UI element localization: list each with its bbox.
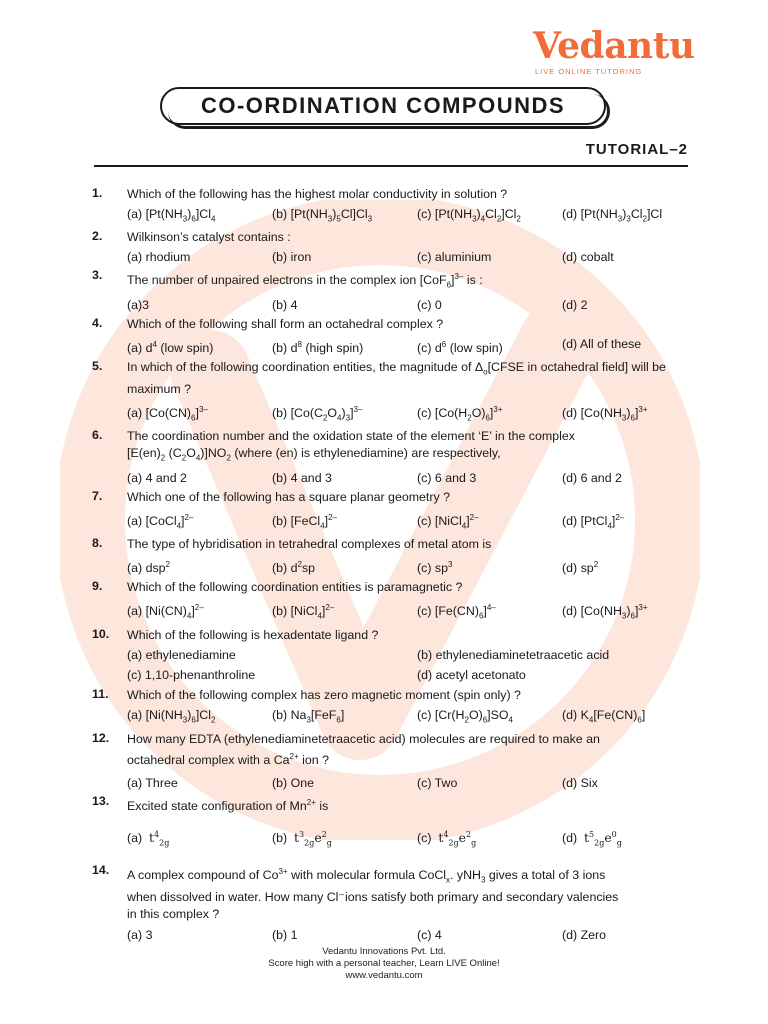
- question-14: [92, 863, 692, 944]
- option-b: (b) $[Co(C_2O_4)_3]^{3-}$: [272, 404, 363, 423]
- option-c: (c) 1,10-phenanthroline: [127, 668, 256, 683]
- option-a: (a) $[Ni(NH_3)_6]Cl_2$: [127, 708, 216, 725]
- option-b: (b) 4 and 3: [272, 470, 332, 485]
- option-b: (b) 1: [272, 927, 298, 942]
- option-c: (c) aluminium: [417, 250, 492, 265]
- question-text: Excited state configuration of $Mn^{2+}$ is: [127, 797, 329, 813]
- option-d: (d) $[Co(NH_3)_6]^{3+}$: [562, 603, 648, 622]
- question-2: [92, 229, 692, 266]
- option-a: (a) 4 and 2: [127, 470, 187, 485]
- option-d: (d) $[Co(NH_3)_6]^{3+}$: [562, 404, 648, 423]
- option-d: (d) 6 and 2: [562, 470, 622, 485]
- option-b: (b) 4: [272, 298, 298, 313]
- option-c: (c) $d^6$ (low spin): [417, 340, 503, 356]
- question-number: 8.: [92, 536, 103, 551]
- option-c: (c) [NiCl$_4$]$^{2-}$: [417, 512, 479, 531]
- option-b: (b) [FeCl$_4$]$^{2-}$: [272, 512, 338, 531]
- option-a: (a)3: [127, 298, 150, 313]
- question-8: [92, 536, 692, 577]
- brand-tagline: LIVE ONLINE TUTORING: [535, 67, 643, 76]
- footer-website: www.vedantu.com: [345, 970, 423, 981]
- tutorial-label: TUTORIAL–2: [585, 141, 688, 158]
- option-b: (b) [NiCl$_4$]$^{2-}$: [272, 603, 335, 622]
- question-list: [92, 186, 692, 946]
- question-9: [92, 579, 692, 625]
- question-13: [92, 794, 692, 854]
- option-d: (d) $t^5_{2g}e^0_g$: [562, 829, 622, 848]
- options: [127, 775, 692, 792]
- question-number: 11.: [92, 687, 109, 702]
- question-text: Which of the following complex has zero magnetic moment (spin only) ?: [127, 688, 521, 703]
- options: [127, 927, 692, 944]
- question-number: 13.: [92, 793, 110, 808]
- options: [127, 556, 692, 577]
- question-number: 3.: [92, 268, 103, 283]
- question-text: In which of the following coordination entities, the magnitude of $\Delta_o[CFSE$ in octahedral field] will be maximum ?: [127, 360, 666, 396]
- question-number: 12.: [92, 730, 110, 745]
- option-a: (a) $d^4$ (low spin): [127, 340, 214, 356]
- option-b: (b) $[Pt(NH_3)_5Cl]Cl_3$: [272, 207, 373, 224]
- options: [127, 825, 692, 854]
- footer-company: Vedantu Innovations Pvt. Ltd.: [322, 946, 446, 957]
- question-10: [92, 627, 692, 685]
- question-number: 7.: [92, 488, 103, 503]
- question-number: 5.: [92, 359, 103, 374]
- option-c: (c) $[Pt(NH_3)_4Cl_2]Cl_2$: [417, 207, 521, 224]
- question-text: Which of the following is hexadentate ligand ?: [127, 628, 379, 643]
- option-c: (c) $t^4_{2g}e^2_g$: [417, 829, 477, 848]
- question-text: Which of the following has the highest molar conductivity in solution ?: [127, 187, 508, 201]
- option-c: (c) $sp^3$: [417, 560, 453, 576]
- option-a: (a) Three: [127, 775, 178, 790]
- question-11: [92, 687, 692, 728]
- option-b: (b) $Na_3[FeF_6]$: [272, 708, 345, 725]
- option-c: (c) $[Fe(CN)_6]^{4-}$: [417, 603, 496, 622]
- option-d: (d) [PtCl$_4$]$^{2-}$: [562, 512, 625, 531]
- question-text: Which of the following shall form an octahedral complex ?: [127, 317, 444, 332]
- options: [127, 707, 692, 728]
- option-a: (a) $t^4_{2g}$: [127, 829, 170, 848]
- question-4: [92, 316, 692, 357]
- question-text: The coordination number and the oxidation state of the element ‘E’ in the complex [$E(en)_2$ $(C_2O_4)]NO_2$ (where (en) is ethylenediamine) are respectively,: [127, 429, 575, 463]
- question-text: Which one of the following has a square planar geometry ?: [127, 489, 451, 504]
- question-3: [92, 268, 692, 314]
- option-c: (c) $[Cr(H_2O)_6]SO_4$: [417, 708, 513, 725]
- options: [127, 509, 692, 535]
- question-text: How many EDTA (ethylenediaminetetraacetic acid) molecules are required to make an octahedral complex with a $Ca^{2+}$ ion ?: [127, 731, 600, 767]
- question-number: 9.: [92, 579, 103, 594]
- header-divider: [94, 165, 688, 167]
- option-d: (d) cobalt: [562, 250, 614, 265]
- question-number: 1.: [92, 186, 103, 200]
- option-a: (a) $[Pt(NH_3)_6]Cl_4$: [127, 207, 216, 224]
- question-number: 2.: [92, 229, 103, 244]
- options: [127, 401, 692, 427]
- option-d: (d) $sp^2$: [562, 560, 599, 576]
- option-b: (b) iron: [272, 250, 312, 265]
- option-a: (a) $[Ni(CN)_4]^{2-}$: [127, 603, 204, 622]
- option-b: (b) $d^8$ (high spin): [272, 340, 364, 356]
- question-5: [92, 359, 692, 426]
- option-c: (c) Two: [417, 775, 458, 790]
- options: [127, 206, 692, 227]
- question-number: 14.: [92, 863, 110, 878]
- footer-slogan: Score high with a personal teacher, Learn LIVE Online!: [268, 958, 500, 969]
- option-b: (b) ethylenediaminetetraacetic acid: [417, 648, 610, 663]
- option-d: (d) Six: [562, 775, 598, 790]
- question-text: The number of unpaired electrons in the complex ion $[CoF_6]^{3-}$ is :: [127, 272, 483, 291]
- question-text: Which of the following coordination entities is paramagnetic ?: [127, 580, 463, 595]
- options: [127, 249, 692, 266]
- option-d: (d) $[Pt(NH_3)_3Cl_2]Cl$: [562, 207, 663, 224]
- option-d: (d) Zero: [562, 927, 607, 942]
- page-footer: [0, 946, 768, 982]
- question-number: 10.: [92, 627, 110, 642]
- option-c: (c) 4: [417, 927, 442, 942]
- option-a: (a) [CoCl$_4$]$^{2-}$: [127, 512, 194, 531]
- option-a: (a) $[Co(CN)_6]^{3-}$: [127, 404, 208, 423]
- option-a: (a) dsp$^2$: [127, 560, 171, 576]
- option-a: (a) rhodium: [127, 250, 191, 265]
- question-12: [92, 731, 692, 792]
- vedantu-logo: [533, 25, 695, 76]
- option-b: (b) One: [272, 775, 315, 790]
- option-c: (c) 6 and 3: [417, 470, 477, 485]
- question-number: 4.: [92, 316, 103, 331]
- question-6: [92, 428, 692, 486]
- option-d: (d) acetyl acetonato: [417, 668, 526, 683]
- question-text: The type of hybridisation in tetrahedral complexes of metal atom is: [127, 537, 492, 552]
- title-banner: [160, 87, 606, 125]
- option-d: (d) 2: [562, 298, 588, 313]
- option-b: (b) $t^3_{2g}e^2_g$: [272, 829, 332, 848]
- question-7: [92, 489, 692, 535]
- options: [127, 336, 692, 357]
- option-c: (c) $[Co(H_2O)_6]^{3+}$: [417, 404, 503, 423]
- options: [127, 599, 692, 625]
- question-1: [92, 186, 692, 227]
- option-c: (c) 0: [417, 298, 442, 313]
- option-a: (a) ethylenediamine: [127, 648, 236, 663]
- options: [127, 645, 692, 685]
- question-number: 6.: [92, 428, 103, 443]
- option-d: (d) $K_4[Fe(CN)_6]$: [562, 708, 646, 725]
- option-a: (a) 3: [127, 927, 153, 942]
- question-text: Wilkinson’s catalyst contains :: [127, 230, 291, 245]
- question-text: A complex compound of $Co^{3+}$ with molecular formula CoCl$_x$. yNH$_3$ gives a total of 3 ions when dissolved in water. How many Cl⁻ions satisfy both primary and secondary valencies in this complex ?: [127, 867, 619, 921]
- options: [127, 470, 692, 487]
- page-title: CO-ORDINATION COMPOUNDS: [200, 93, 566, 118]
- option-b: (b) $d^2sp$: [272, 560, 316, 576]
- brand-name: Vedantu: [533, 25, 695, 67]
- options: [127, 297, 692, 314]
- option-d: (d) All of these: [562, 337, 642, 352]
